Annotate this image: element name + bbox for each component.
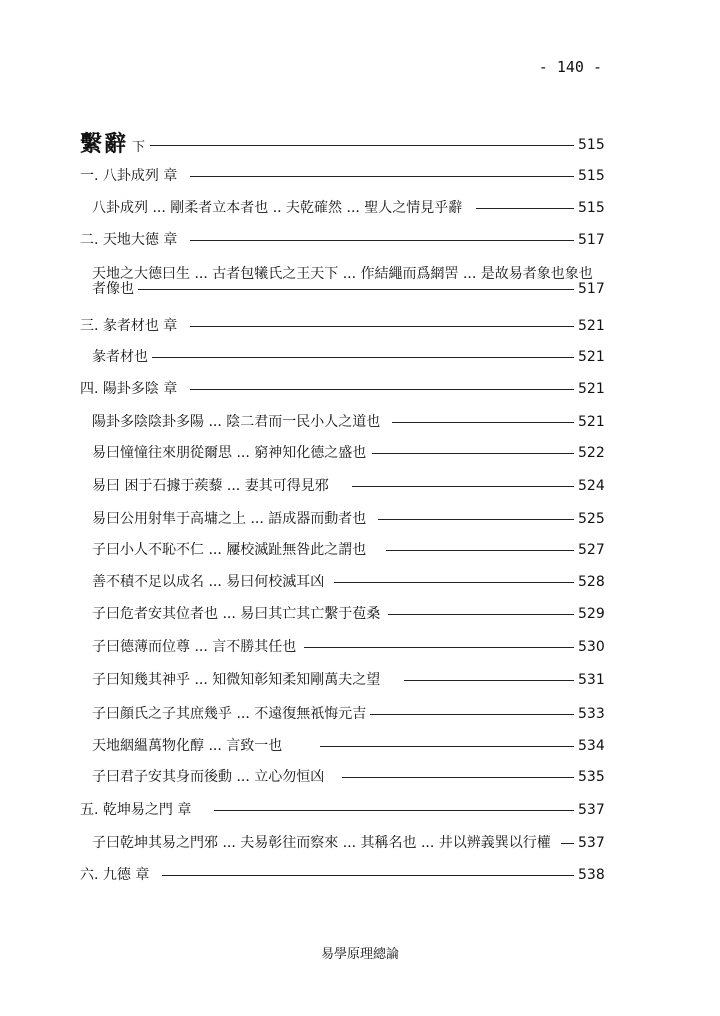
- leader-line: [386, 550, 574, 551]
- toc-label: 子曰君子安其身而後動 ... 立心勿恒凶: [92, 769, 325, 785]
- leader-line: [392, 422, 574, 423]
- toc-entry: [0, 634, 720, 660]
- page-ref: 515: [578, 200, 605, 216]
- leader-line: [320, 746, 574, 747]
- leader-line: [138, 289, 574, 290]
- toc-chapter: [0, 163, 720, 189]
- leader-line: [388, 614, 574, 615]
- toc-label: 四. 陽卦多陰 章: [80, 381, 178, 397]
- toc-label-line1: 天地之大德曰生 ... 古者包犧氏之王天下 ... 作結繩而爲網罟 ... 是故易者象也象也: [92, 266, 593, 282]
- page-ref: 525: [578, 511, 605, 527]
- page-ref: 521: [578, 381, 605, 397]
- book-title-footer: 易學原理總論: [320, 947, 399, 962]
- toc-entry: [0, 409, 720, 435]
- leader-line: [342, 777, 574, 778]
- toc-chapter: [0, 862, 720, 888]
- toc-entry: [0, 473, 720, 499]
- page-ref: 517: [578, 281, 605, 297]
- toc-entry: [0, 344, 720, 370]
- toc-label: 彖者材也: [92, 349, 148, 365]
- toc-entry: [0, 764, 720, 790]
- page-ref: 533: [578, 706, 605, 722]
- toc-label: 善不積不足以成名 ... 易曰何校滅耳凶: [92, 574, 325, 590]
- toc-entry: [0, 195, 720, 221]
- toc-label: 子曰顔氏之子其庶幾乎 ... 不遠復無祇悔元吉: [92, 706, 367, 722]
- toc-label: 二. 天地大德 章: [80, 232, 178, 248]
- leader-line: [370, 714, 574, 715]
- leader-line: [214, 810, 574, 811]
- page-number: - 140 -: [538, 58, 602, 76]
- toc-label-line2: 者像也: [92, 281, 134, 297]
- toc-label: 六. 九德 章: [80, 867, 150, 883]
- leader-line: [190, 240, 574, 241]
- toc-entry: [0, 569, 720, 595]
- leader-line: [372, 453, 574, 454]
- page-ref: 538: [578, 867, 605, 883]
- section-subtitle: 下: [132, 140, 146, 155]
- leader-line: [190, 326, 574, 327]
- leader-line: [150, 145, 574, 146]
- page-ref: 531: [578, 672, 605, 688]
- page-ref: 517: [578, 232, 605, 248]
- leader-line: [352, 486, 574, 487]
- leader-line: [162, 875, 574, 876]
- leader-line: [404, 680, 574, 681]
- toc-label: 子曰危者安其位者也 ... 易曰其亡其亡繫于苞桑: [92, 606, 381, 622]
- toc-chapter: [0, 227, 720, 253]
- toc-label: 子曰德薄而位尊 ... 言不勝其任也: [92, 639, 297, 655]
- leader-line: [190, 176, 574, 177]
- toc-chapter: [0, 313, 720, 339]
- toc-entry: [0, 733, 720, 759]
- toc-label: 易曰 困于石據于蒺藜 ... 妻其可得見邪: [92, 478, 329, 494]
- toc-entry: [0, 440, 720, 466]
- toc-chapter: [0, 376, 720, 402]
- leader-line: [561, 843, 574, 844]
- page-ref: 521: [578, 349, 605, 365]
- toc-label: 天地絪縕萬物化醇 ... 言致一也: [92, 738, 283, 754]
- page-ref: 521: [578, 414, 605, 430]
- page-ref: 530: [578, 639, 605, 655]
- page-ref: 524: [578, 478, 605, 494]
- toc-entry: [0, 601, 720, 627]
- leader-line: [152, 357, 574, 358]
- toc-label: 一. 八卦成列 章: [80, 168, 178, 184]
- page-ref: 535: [578, 769, 605, 785]
- toc-label: 八卦成列 ... 剛柔者立本者也 .. 夫乾確然 ... 聖人之情見乎辭: [92, 200, 463, 216]
- leader-line: [334, 582, 574, 583]
- page-ref: 521: [578, 318, 605, 334]
- page-ref: 537: [578, 835, 605, 851]
- leader-line: [304, 647, 574, 648]
- toc-label: 五. 乾坤易之門 章: [80, 802, 192, 818]
- toc-entry: [0, 537, 720, 563]
- toc-label: 子曰小人不恥不仁 ... 屨校滅趾無咎此之謂也: [92, 542, 367, 558]
- toc-entry: [0, 667, 720, 693]
- page-ref: 534: [578, 738, 605, 754]
- toc-label: 易曰公用射隼于高墉之上 ... 語成器而動者也: [92, 511, 367, 527]
- toc-entry: [0, 701, 720, 727]
- toc-label: 子曰知幾其神乎 ... 知微知彰知柔知剛萬夫之望: [92, 672, 381, 688]
- toc-label: 三. 彖者材也 章: [80, 318, 178, 334]
- leader-line: [378, 519, 574, 520]
- toc-label: 陽卦多陰陰卦多陽 ... 陰二君而一民小人之道也: [92, 414, 381, 430]
- section-title: 繫辭: [80, 131, 129, 157]
- toc-section-header: [0, 131, 720, 157]
- leader-line: [190, 389, 574, 390]
- page-ref: 515: [578, 168, 605, 184]
- page-ref: 522: [578, 445, 605, 461]
- toc-label: 子曰乾坤其易之門邪 ... 夫易彰往而察來 ... 其稱名也 ... 井以辨義巽以行權: [92, 835, 551, 851]
- page-ref: 527: [578, 542, 605, 558]
- toc-entry: [0, 506, 720, 532]
- page-ref: 537: [578, 802, 605, 818]
- page-ref: 515: [578, 137, 605, 153]
- page-ref: 529: [578, 606, 605, 622]
- toc-chapter: [0, 797, 720, 823]
- leader-line: [476, 208, 574, 209]
- toc-label: 易曰憧憧往來朋從爾思 ... 窮神知化德之盛也: [92, 445, 367, 461]
- page-ref: 528: [578, 574, 605, 590]
- toc-entry: [0, 830, 720, 856]
